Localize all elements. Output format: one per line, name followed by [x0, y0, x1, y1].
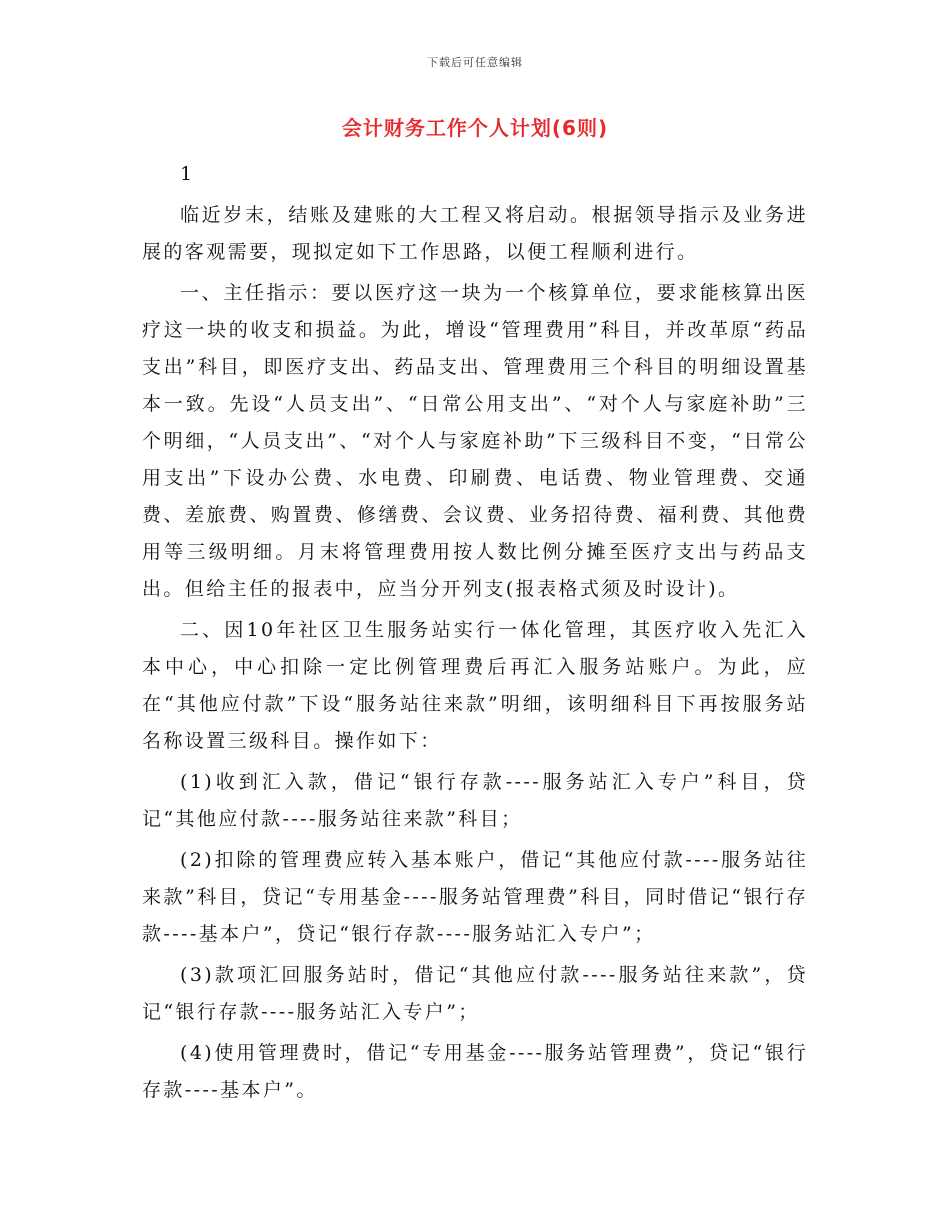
- document-body: [142, 156, 808, 1109]
- header-note: 下载后可任意编辑: [427, 56, 523, 69]
- paragraph-intro: 临近岁末，结账及建账的大工程又将启动。根据领导指示及业务进展的客观需要，现拟定如下工作思路，以便工程顺利进行。: [142, 204, 808, 263]
- paragraph-step-3: (3)款项汇回服务站时，借记“其他应付款----服务站往来款”，贷记“银行存款----服务站汇入专户”；: [142, 964, 808, 1023]
- section-number: 1: [180, 163, 195, 185]
- paragraph-section-one: 一、主任指示：要以医疗这一块为一个核算单位，要求能核算出医疗这一块的收支和损益。为此，增设“管理费用”科目，并改革原“药品支出”科目，即医疗支出、药品支出、管理费用三个科目的明细设置基本一致。先设“人员支出”、“日常公用支出”、“对个人与家庭补助”三个明细，“人员支出”、“对个人与家庭补助”下三级科目不变，“日常公用支出”下设办公费、水电费、印刷费、电话费、物业管理费、交通费、差旅费、购置费、修缮费、会议费、业务招待费、福利费、其他费用等三级明细。月末将管理费用按人数比例分摊至医疗支出与药品支出。但给主任的报表中，应当分开列支(报表格式须及时设计)。: [142, 282, 808, 600]
- paragraph-step-1: (1)收到汇入款，借记“银行存款----服务站汇入专户”科目，贷记“其他应付款----服务站往来款”科目；: [142, 771, 808, 830]
- paragraph-step-4: (4)使用管理费时，借记“专用基金----服务站管理费”，贷记“银行存款----基本户”。: [142, 1042, 808, 1101]
- paragraph-section-two: 二、因10年社区卫生服务站实行一体化管理，其医疗收入先汇入本中心，中心扣除一定比例管理费后再汇入服务站账户。为此，应在“其他应付款”下设“服务站往来款”明细，该明细科目下再按服务站名称设置三级科目。操作如下：: [142, 619, 808, 752]
- document-title: 会计财务工作个人计划(6则): [341, 116, 609, 140]
- paragraph-step-2: (2)扣除的管理费应转入基本账户，借记“其他应付款----服务站往来款”科目，贷记“专用基金----服务站管理费”科目，同时借记“银行存款----基本户”，贷记“银行存款----服务站汇入专户”；: [142, 849, 808, 945]
